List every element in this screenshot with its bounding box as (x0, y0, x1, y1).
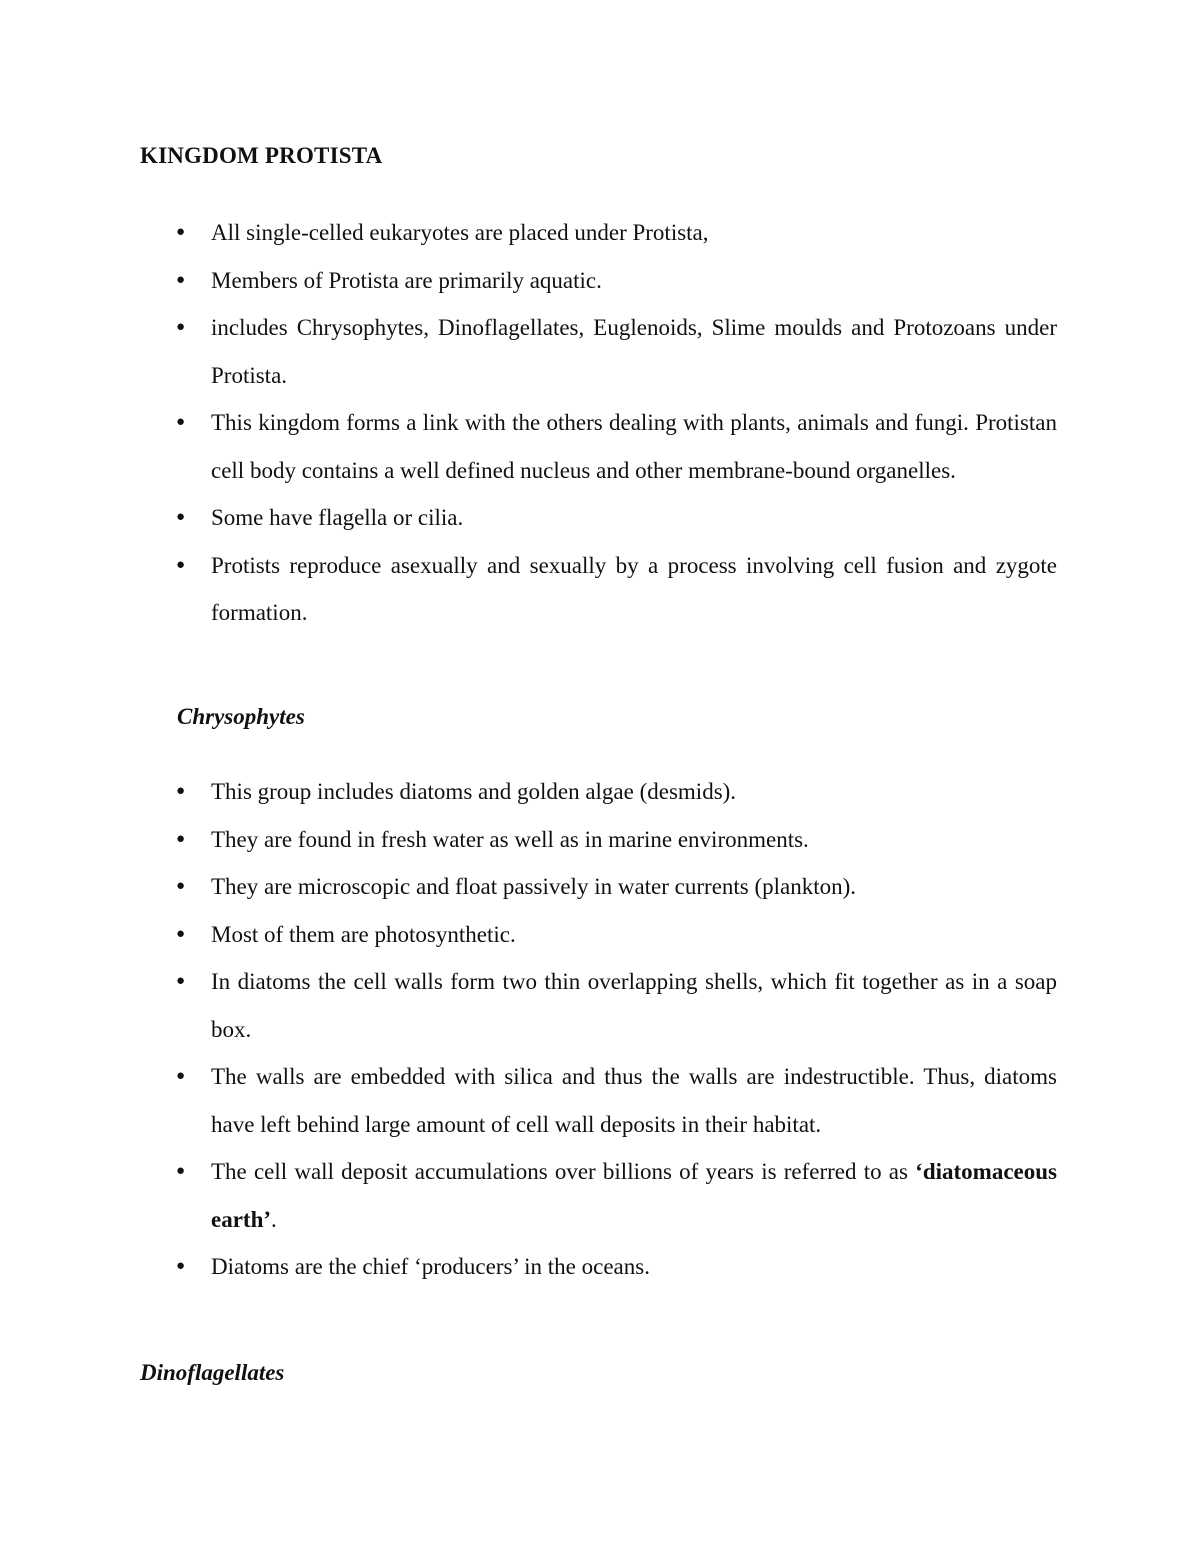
list-item-text: Members of Protista are primarily aquatic. (211, 267, 602, 293)
chrysophytes-heading: Chrysophytes (177, 704, 305, 729)
list-item-text: This group includes diatoms and golden algae (desmids). (211, 779, 737, 804)
bullet-icon: ● (176, 556, 186, 573)
bullet-icon: ● (176, 973, 186, 989)
list-item (0, 542, 1057, 637)
list-item-text: This kingdom forms a link with the others dealing with plants, animals and fungi. Protistan cell body contains a well defined nucleus and other membrane-bound organelles. (211, 410, 1057, 483)
list-item-text: Diatoms are the chief ‘producers’ in the oceans. (211, 1254, 650, 1279)
bullet-icon: ● (176, 224, 186, 240)
bullet-icon: ● (176, 1068, 186, 1084)
list-item-text: includes Chrysophytes, Dinoflagellates, Euglenoids, Slime moulds and Protozoans under Protista. (211, 315, 1057, 388)
list-item (0, 209, 1057, 257)
list-item (0, 494, 1057, 542)
list-item-text (211, 1159, 1057, 1232)
list-item-text: They are microscopic and float passively in water currents (plankton). (211, 874, 857, 899)
list-item (0, 1148, 1057, 1243)
chrysophytes-bullet-list (0, 768, 1057, 1291)
bullet-icon: ● (176, 925, 186, 942)
bullet-icon: ● (176, 1163, 186, 1179)
dinoflagellates-heading: Dinoflagellates (140, 1360, 285, 1385)
list-item-text: All single-celled eukaryotes are placed under Protista, (211, 220, 709, 245)
bullet-icon: ● (176, 509, 186, 525)
list-item-text: They are found in fresh water as well as in marine environments. (211, 826, 809, 852)
list-item (0, 304, 1057, 399)
diatomaceous-earth-term: ‘diatomaceous earth’ (211, 1159, 1057, 1232)
bullet-icon: ● (176, 830, 186, 847)
protista-bullet-list (0, 209, 1057, 637)
bullet-icon: ● (176, 1258, 186, 1274)
page-title: KINGDOM PROTISTA (140, 143, 383, 168)
list-item-text: In diatoms the cell walls form two thin overlapping shells, which fit together as in a soap box. (211, 969, 1057, 1042)
list-item (0, 863, 1057, 911)
list-item (0, 816, 1057, 864)
list-item (0, 257, 1057, 305)
list-item-text: Most of them are photosynthetic. (211, 921, 516, 947)
bullet-icon: ● (176, 414, 186, 430)
list-item (0, 399, 1057, 494)
list-item-text: The walls are embedded with silica and thus the walls are indestructible. Thus, diatoms have left behind large amount of cell wall deposits in their habitat. (211, 1064, 1057, 1137)
list-item-text-lead: The cell wall deposit accumulations over billions of years is referred to as (211, 1159, 916, 1184)
bullet-icon: ● (176, 783, 186, 799)
list-item-text: Some have flagella or cilia. (211, 505, 464, 530)
list-item (0, 958, 1057, 1053)
list-item-text: Protists reproduce asexually and sexually by a process involving cell fusion and zygote formation. (211, 552, 1057, 625)
list-item (0, 1053, 1057, 1148)
bullet-icon: ● (176, 319, 186, 335)
bullet-icon: ● (176, 271, 186, 288)
list-item (0, 1243, 1057, 1291)
list-item (0, 768, 1057, 816)
list-item-text-end: . (271, 1206, 277, 1232)
bullet-icon: ● (176, 878, 186, 894)
list-item (0, 911, 1057, 959)
